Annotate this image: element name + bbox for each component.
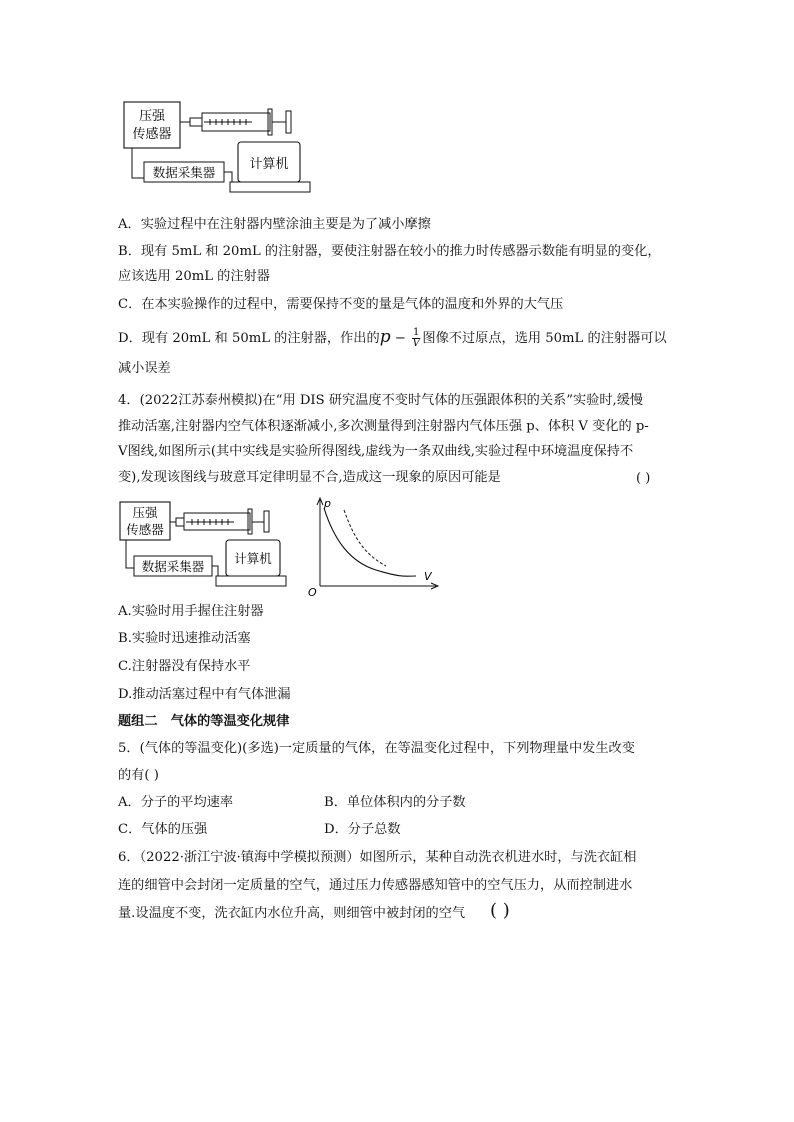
origin-label: O — [308, 586, 317, 598]
collector-label-2: 数据采集器 — [141, 559, 205, 574]
computer-label: 计算机 — [249, 157, 289, 172]
q5-option-c: C．气体的压强 — [118, 822, 208, 837]
q4-option-c: C.注射器没有保持水平 — [118, 659, 251, 674]
q3-option-c: C．在本实验操作的过程中，需要保持不变的量是气体的温度和外界的大气压 — [118, 297, 564, 312]
q4-option-a: A.实验时用手握住注射器 — [118, 604, 264, 619]
q4-answer-bracket: ( ) — [636, 471, 651, 486]
collector-label: 数据采集器 — [152, 165, 216, 180]
x-axis-label: V — [424, 570, 432, 583]
experimental-curve — [324, 508, 416, 576]
fraction-denominator: V — [412, 338, 420, 349]
q6-stem-line2: 连的细管中会封闭一定质量的空气，通过压力传感器感知管中的空气压力，从而控制进水 — [118, 878, 633, 893]
sensor-label-2: 传感器 — [132, 127, 172, 142]
formula-fraction — [412, 328, 420, 349]
q6-stem-line1: 6．（2022·浙江宁波·镇海中学模拟预测）如图所示，某种自动洗衣机进水时，与洗衣缸相 — [118, 850, 637, 865]
y-axis-label: p — [324, 497, 331, 510]
syringe — [180, 109, 291, 135]
q4-option-b: B.实验时迅速推动活塞 — [118, 631, 251, 646]
pv-graph — [300, 494, 450, 598]
q3-option-a: A．实验过程中在注射器内壁涂油主要是为了减小摩擦 — [118, 217, 431, 232]
q5-option-b: B．单位体积内的分子数 — [324, 795, 466, 810]
q3-option-b-line2: 应该选用 20mL 的注射器 — [118, 269, 270, 284]
section-title: 题组二 气体的等温变化规律 — [118, 714, 290, 729]
q4-stem-line4: 变),发现该图线与玻意耳定律明显不合,造成这一现象的原因可能是 — [118, 470, 501, 485]
apparatus-figure-2 — [118, 498, 288, 596]
q3-option-b-line1: B．现有 5mL 和 20mL 的注射器，要使注射器在较小的推力时传感器示数能有明显的变化， — [118, 244, 661, 259]
formula-p: p — [379, 327, 391, 347]
sensor-label-2-fig2: 传感器 — [126, 522, 164, 537]
computer-label-2: 计算机 — [234, 551, 272, 566]
sensor-cable — [132, 148, 144, 178]
computer-base — [230, 182, 310, 192]
sensor-cable-2 — [126, 540, 134, 568]
q5-stem-line1: 5．(气体的等温变化)(多选)一定质量的气体，在等温变化过程中，下列物理量中发生改变 — [118, 741, 635, 756]
q4-option-d: D.推动活塞过程中有气体泄漏 — [118, 687, 291, 702]
sensor-label-1-fig2: 压强 — [132, 505, 158, 520]
q4-stem-line3: V图线,如图所示(其中实线是实验所得图线,虚线为一条双曲线,实验过程中环境温度保持不 — [118, 444, 634, 459]
q3-option-d-line2: 减小误差 — [118, 361, 171, 376]
hyperbola-dashed — [344, 510, 386, 566]
formula-minus: − — [390, 331, 411, 346]
fraction-numerator: 1 — [413, 327, 420, 338]
q5-option-d: D．分子总数 — [324, 822, 401, 837]
q5-option-a: A．分子的平均速率 — [118, 795, 234, 810]
q3-option-d-post: 图像不过原点，选用 50mL 的注射器可以 — [422, 331, 667, 346]
q3-option-d-pre: D．现有 20mL 和 50mL 的注射器，作出的 — [118, 331, 380, 346]
q6-answer-bracket: ( ) — [490, 900, 510, 921]
apparatus-figure-1 — [120, 96, 320, 196]
computer-base-2 — [216, 576, 286, 586]
sensor-label-1: 压强 — [138, 109, 166, 124]
q3-option-d-line1 — [118, 328, 667, 349]
q4-stem-line1: 4．(2022江苏泰州模拟)在“用 DIS 研究温度不变时气体的压强跟体积的关系”实验时,缓慢 — [118, 393, 644, 408]
q4-stem-line2: 推动活塞,注射器内空气体积逐渐减小,多次测量得到注射器内气体压强 p、体积 V 变化的 p- — [118, 419, 649, 434]
q6-stem-line3: 量.设温度不变，洗衣缸内水位升高，则细管中被封闭的空气 — [118, 906, 466, 921]
syringe-2 — [170, 509, 269, 534]
q5-stem-line2: 的有( ) — [118, 768, 159, 783]
